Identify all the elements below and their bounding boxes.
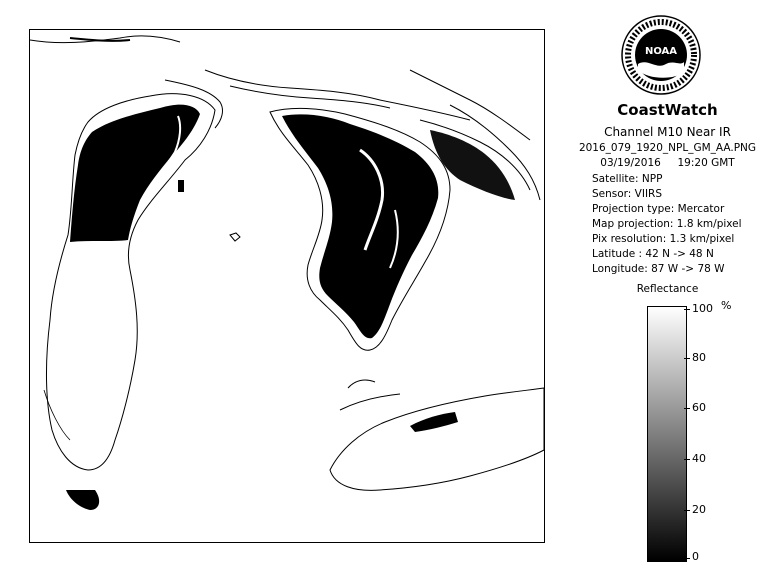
channel-label: Channel M10 Near IR bbox=[604, 125, 731, 139]
meta-satellite: Satellite: NPP bbox=[592, 173, 663, 185]
app-title: CoastWatch bbox=[617, 101, 718, 119]
tick-40: 40 bbox=[692, 452, 706, 465]
meta-latitude: Latitude : 42 N -> 48 N bbox=[592, 248, 714, 260]
tick-80: 80 bbox=[692, 351, 706, 364]
meta-longitude: Longitude: 87 W -> 78 W bbox=[592, 263, 725, 275]
tick-60: 60 bbox=[692, 401, 706, 414]
file-name: 2016_079_1920_NPL_GM_AA.PNG bbox=[578, 142, 757, 154]
map-panel bbox=[29, 29, 545, 543]
colorbar-title: Reflectance bbox=[636, 283, 699, 295]
noaa-logo bbox=[620, 14, 702, 96]
date-time: 03/19/2016 19:20 GMT bbox=[600, 157, 735, 169]
map-image bbox=[30, 30, 544, 542]
colorbar-unit: % bbox=[721, 299, 732, 312]
lake-erie-outline bbox=[330, 388, 544, 490]
tick-100: 100 bbox=[692, 302, 713, 315]
tick-0: 0 bbox=[692, 550, 699, 563]
tick-20: 20 bbox=[692, 503, 706, 516]
meta-sensor: Sensor: VIIRS bbox=[592, 188, 663, 200]
reflectance-colorbar bbox=[647, 306, 687, 562]
meta-projection-type: Projection type: Mercator bbox=[592, 203, 725, 215]
logo-wordmark: NOAA bbox=[644, 46, 678, 57]
meta-pix-resolution: Pix resolution: 1.3 km/pixel bbox=[592, 233, 735, 245]
meta-map-projection: Map projection: 1.8 km/pixel bbox=[592, 218, 742, 230]
